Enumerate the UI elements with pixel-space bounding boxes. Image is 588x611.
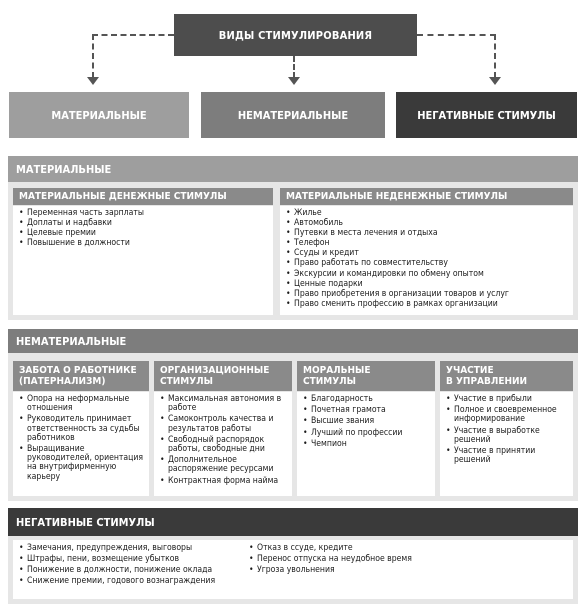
- connector-right-h: [417, 34, 496, 36]
- list-item: • Участие в прибыли: [446, 395, 569, 404]
- connector-center-v: [293, 56, 295, 78]
- list-item: • Самоконтроль качества и результатов работы: [160, 415, 288, 433]
- nonmaterial-items: [440, 392, 573, 465]
- list-item: • Автомобиль: [286, 219, 569, 229]
- list-item: • Целевые премии: [19, 229, 269, 239]
- list-item: • Путевки в места лечения и отдыха: [286, 229, 569, 239]
- list-item: • Право работать по совместительству: [286, 259, 569, 269]
- list-item: • Доплаты и надбавки: [19, 219, 269, 229]
- list-item: • Контрактная форма найма: [160, 477, 288, 486]
- title-line: ОРГАНИЗАЦИОННЫЕ: [160, 365, 270, 376]
- top-title-box: [174, 14, 417, 56]
- list-item: • Право приобретения в организации товаров и услуг: [286, 290, 569, 300]
- material-monetary-list: [13, 206, 273, 315]
- nonmaterial-column-title: [154, 361, 292, 391]
- connector-left-h: [92, 34, 174, 36]
- arrow-down-icon: [87, 77, 99, 85]
- category-material: МАТЕРИАЛЬНЫЕ: [9, 92, 189, 138]
- material-header: МАТЕРИАЛЬНЫЕ: [8, 156, 578, 182]
- nonmaterial-column-title: [297, 361, 435, 391]
- list-item: • Снижение премии, годового вознаграждения: [19, 576, 239, 586]
- title-line: В УПРАВЛЕНИИ: [446, 376, 528, 387]
- title-line: УЧАСТИЕ: [446, 365, 494, 376]
- list-item: • Чемпион: [303, 440, 431, 449]
- list-item: • Максимальная автономия в работе: [160, 395, 288, 413]
- connector-left-v: [92, 34, 94, 78]
- list-item: • Ценные подарки: [286, 280, 569, 290]
- list-item: • Почетная грамота: [303, 406, 431, 415]
- list-item: • Угроза увольнения: [249, 565, 569, 575]
- connector-right-v: [494, 34, 496, 78]
- material-monetary-title: МАТЕРИАЛЬНЫЕ ДЕНЕЖНЫЕ СТИМУЛЫ: [13, 188, 273, 205]
- list-item: • Участие в выработке решений: [446, 427, 569, 445]
- list-item: • Благодарность: [303, 395, 431, 404]
- list-item: • Участие в принятии решений: [446, 447, 569, 465]
- list-item: • Жилье: [286, 209, 569, 219]
- nonmaterial-column-title: [13, 361, 149, 391]
- nonmaterial-column-list: [154, 392, 292, 496]
- list-item: • Свободный распорядок работы, свободные дни: [160, 436, 288, 454]
- nonmonetary-items: [280, 206, 573, 309]
- list-item: • Перенос отпуска на неудобное время: [249, 554, 569, 564]
- negative-panel: [8, 508, 578, 604]
- title-line: (ПАТЕРНАЛИЗМ): [19, 376, 106, 387]
- nonmaterial-items: [13, 392, 149, 482]
- list-item: • Телефон: [286, 239, 569, 249]
- list-item: • Полное и своевременное информирование: [446, 406, 569, 424]
- negative-list-right: [243, 540, 573, 599]
- monetary-items: [13, 206, 273, 249]
- list-item: • Дополнительное распоряжение ресурсами: [160, 456, 288, 474]
- title-line: СТИМУЛЫ: [160, 376, 213, 387]
- arrow-down-icon: [489, 77, 501, 85]
- list-item: • Право сменить профессию в рамках организации: [286, 300, 569, 310]
- list-item: • Экскурсии и командировки по обмену опытом: [286, 270, 569, 280]
- list-item: • Выращивание руководителей, ориентация на внутрифирменную карьеру: [19, 445, 145, 482]
- list-item: • Понижение в должности, понижение оклада: [19, 565, 239, 575]
- top-title: ВИДЫ СТИМУЛИРОВАНИЯ: [218, 28, 373, 42]
- list-item: • Опора на неформальные отношения: [19, 395, 145, 413]
- list-item: • Переменная часть зарплаты: [19, 209, 269, 219]
- list-item: • Отказ в ссуде, кредите: [249, 543, 569, 553]
- category-negative: НЕГАТИВНЫЕ СТИМУЛЫ: [396, 92, 577, 138]
- nonmaterial-column-list: [440, 392, 573, 496]
- title-line: ЗАБОТА О РАБОТНИКЕ: [19, 365, 137, 376]
- category-nonmaterial: НЕМАТЕРИАЛЬНЫЕ: [201, 92, 385, 138]
- title-line: СТИМУЛЫ: [303, 376, 356, 387]
- arrow-down-icon: [288, 77, 300, 85]
- nonmaterial-panel: [8, 329, 578, 501]
- list-item: • Высшие звания: [303, 417, 431, 426]
- title-line: МОРАЛЬНЫЕ: [303, 365, 371, 376]
- nonmaterial-column-list: [13, 392, 149, 496]
- negative-items-left: [13, 540, 243, 586]
- nonmaterial-column-title: [440, 361, 573, 391]
- list-item: • Руководитель принимает ответственность за судьбы работников: [19, 415, 145, 443]
- nonmaterial-header: НЕМАТЕРИАЛЬНЫЕ: [8, 329, 578, 353]
- list-item: • Ссуды и кредит: [286, 249, 569, 259]
- list-item: • Штрафы, пени, возмещение убытков: [19, 554, 239, 564]
- negative-header: НЕГАТИВНЫЕ СТИМУЛЫ: [8, 508, 578, 536]
- nonmaterial-items: [297, 392, 435, 449]
- material-nonmonetary-title: МАТЕРИАЛЬНЫЕ НЕДЕНЕЖНЫЕ СТИМУЛЫ: [280, 188, 573, 205]
- nonmaterial-column-list: [297, 392, 435, 496]
- negative-list-left: [13, 540, 243, 599]
- nonmaterial-items: [154, 392, 292, 486]
- list-item: • Повышение в должности: [19, 239, 269, 249]
- list-item: • Лучший по профессии: [303, 429, 431, 438]
- list-item: • Замечания, предупреждения, выговоры: [19, 543, 239, 553]
- material-nonmonetary-list: [280, 206, 573, 315]
- negative-items-right: [243, 540, 573, 575]
- material-panel: [8, 156, 578, 320]
